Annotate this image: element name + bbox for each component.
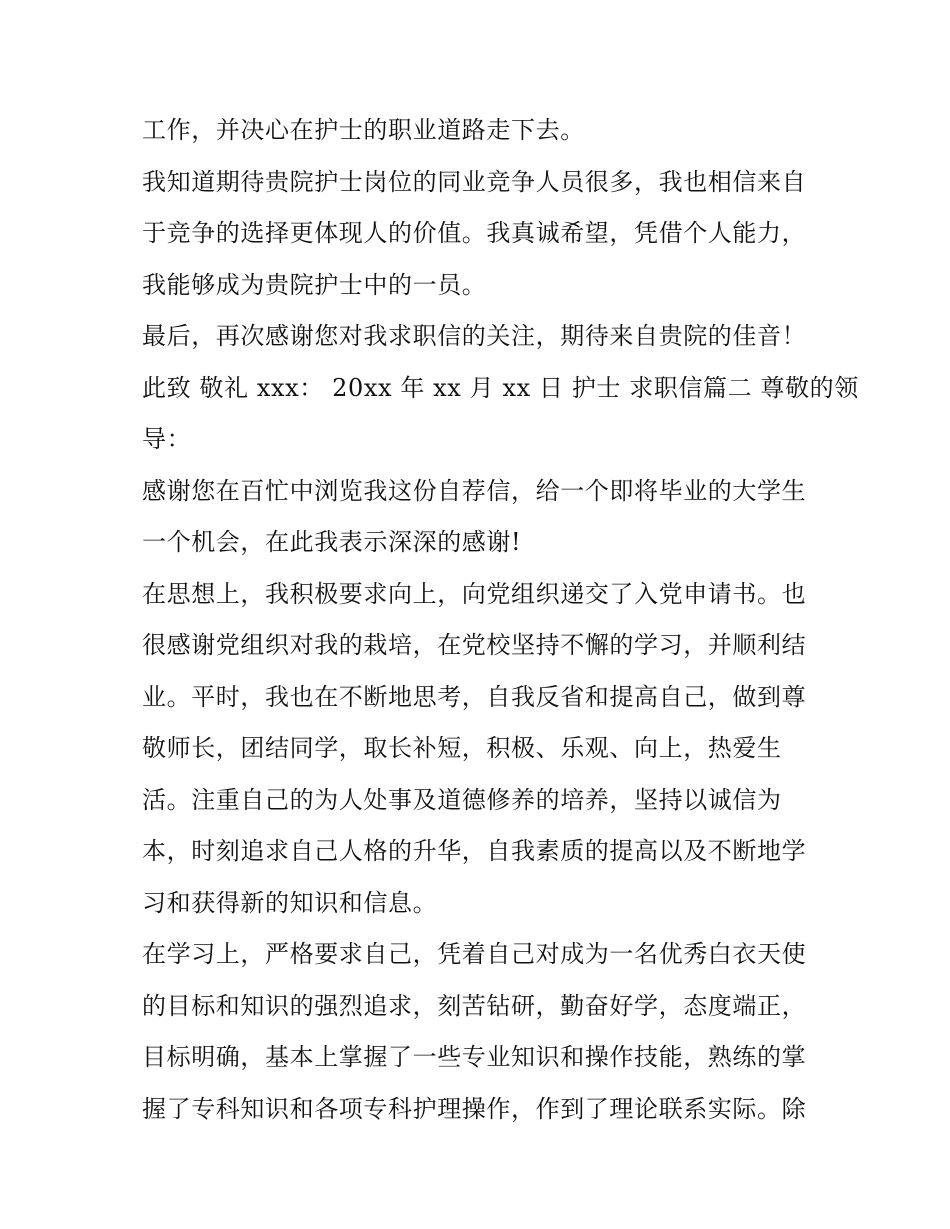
text-line: 握了专科知识和各项专科护理操作，作到了理论联系实际。除	[142, 1094, 807, 1123]
text-line: 于竞争的选择更体现人的价值。我真诚希望，凭借个人能力，	[142, 219, 807, 247]
text-line: 本，时刻追求自己人格的升华，自我素质的提高以及不断地学	[142, 837, 807, 865]
text-line: 在学习上，严格要求自己，凭着自己对成为一名优秀白衣天使	[142, 940, 807, 968]
text-line: 导：	[142, 425, 192, 453]
text-line: 感谢您在百忙中浏览我这份自荐信，给一个即将毕业的大学生	[142, 476, 807, 505]
text-line: 我能够成为贵院护士中的一员。	[142, 270, 487, 299]
text-line: 最后，再次感谢您对我求职信的关注，期待来自贵院的佳音！	[142, 322, 807, 350]
text-line: 很感谢党组织对我的栽培，在党校坚持不懈的学习，并顺利结	[142, 631, 807, 659]
letter-body	[142, 108, 859, 1138]
text-line: 的目标和知识的强烈追求，刻苦钻研，勤奋好学，态度端正，	[142, 991, 807, 1020]
text-line: 一个机会，在此我表示深深的感谢!	[142, 528, 522, 556]
text-line: 在思想上，我积极要求向上，向党组织递交了入党申请书。也	[142, 579, 807, 608]
text-line: 我知道期待贵院护士岗位的同业竞争人员很多，我也相信来自	[142, 167, 807, 196]
text-line: 目标明确，基本上掌握了一些专业知识和操作技能，熟练的掌	[142, 1043, 807, 1071]
text-line: 工作，并决心在护士的职业道路走下去。	[142, 116, 585, 144]
text-line: 习和获得新的知识和信息。	[142, 888, 438, 917]
text-line: 业。平时，我也在不断地思考，自我反省和提高自己，做到尊	[142, 682, 807, 711]
text-line: 敬师长，团结同学，取长补短，积极、乐观、向上，热爱生	[142, 734, 782, 762]
text-line: 活。注重自己的为人处事及道德修养的培养，坚持以诚信为	[142, 785, 782, 814]
text-line: 此致 敬礼 xxx： 20xx 年 xx 月 xx 日 护士 求职信篇二 尊敬的领	[142, 373, 859, 402]
